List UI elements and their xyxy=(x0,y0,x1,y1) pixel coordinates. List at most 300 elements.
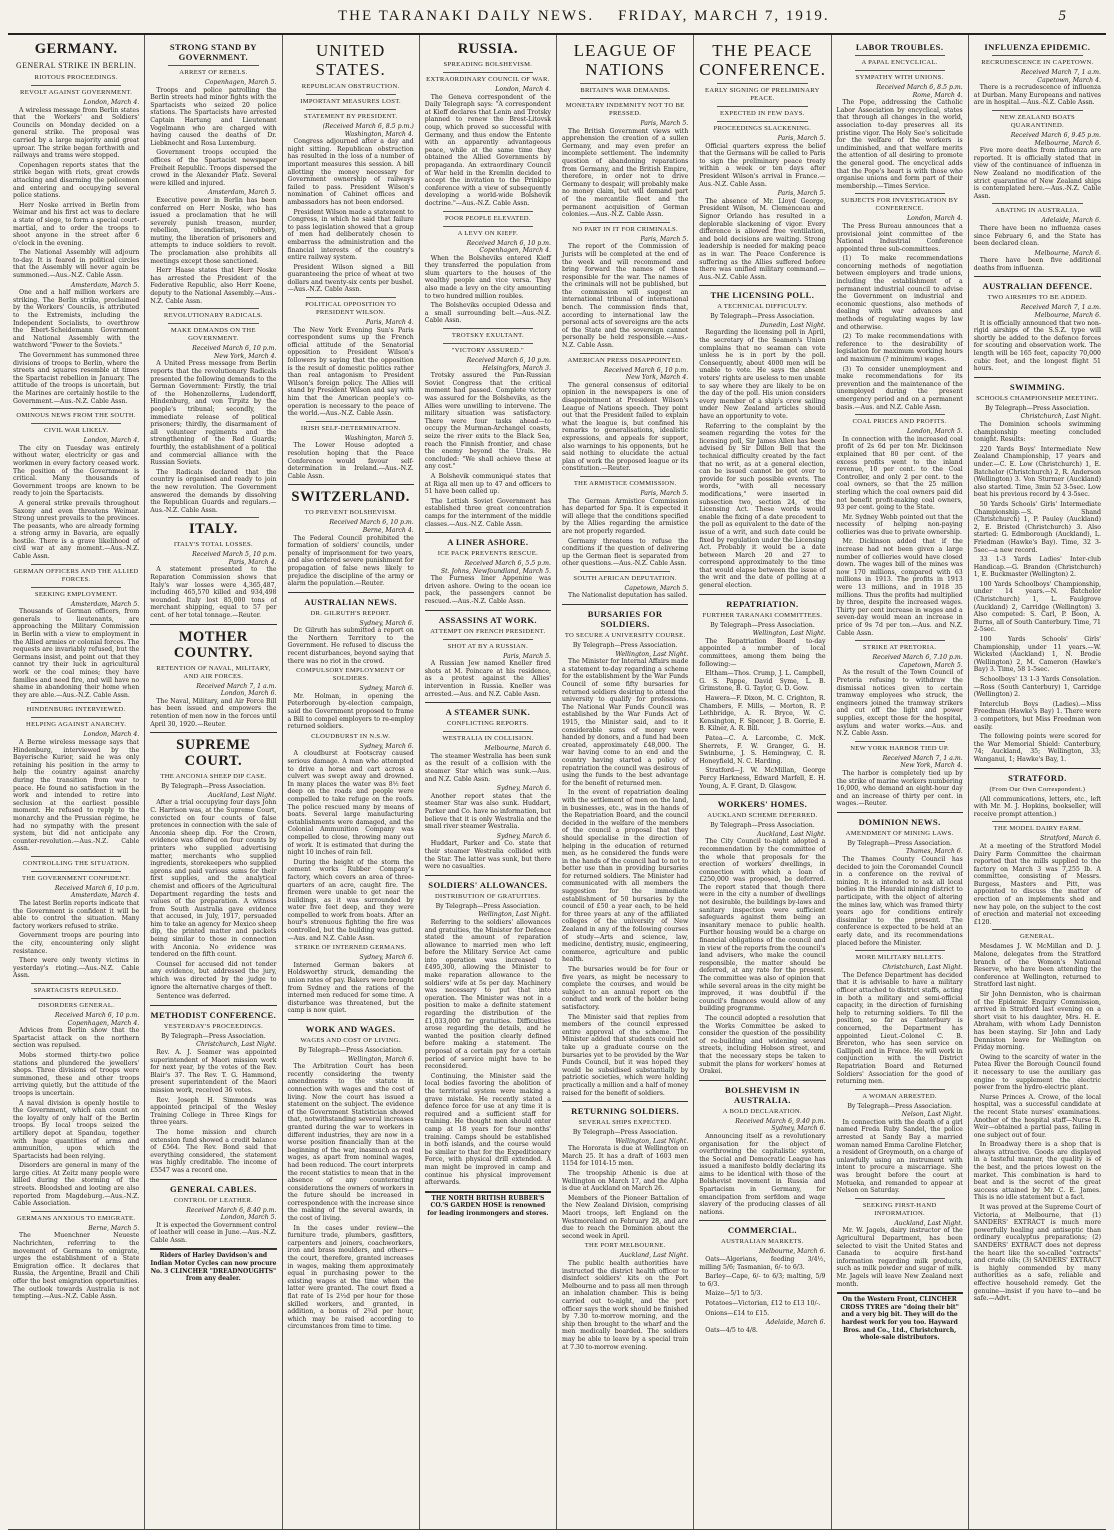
article-paragraph: Patea—C. A. Larcombe, C. McK. Sherrets, F. W. Granger, G. H. Swinburne, J. S. Hemingway, C. R. Honeyfield, N. C. Harding. xyxy=(699,734,826,765)
article-paragraph: The absence of Mr. Lloyd George, President Wilson, M. Clemenceau and Signor Orlando has resulted in a deplorable slackening of vigor. Every difference is allowed free ventilation, and bold decisions are waiting. Strong leadership is needed for making peace as in war. The Peace Conference is suffering as the Allies suffered before there was unified military command.—Aus.-N.Z. Cable Assn. xyxy=(699,197,826,281)
dateline: London, March 4. xyxy=(907,215,963,223)
article-paragraph: The general consensus of editorial opinion in the newspapers is one of disappointment at President Wilson's League of Nations speech. They point out that the President failed to explain what the league is, but confined his remarks to generalisations, idealistic expressions, and appeals for support, also warnings to his opponents, but he said nothing to elucidate the actual plan of work the proposed league or its constitution.—Reuter. xyxy=(562,381,689,473)
sub-headline: CLOUDBURST IN N.S.W. xyxy=(311,732,391,740)
divider xyxy=(837,812,963,813)
article-paragraph: The City Council to-night adopted a recommendation by the committee of the whole that proposals for the erection of workers' dwellings, in connection with which a loan of £250,000 was proposed, be deferred. The report stated that though there were in the city a number of dwellings not desirable, the buildings by-laws and sanitary inspection were sufficient safeguards against them being an insanitary menace to public health. Further housing would be a charge on financial obligations of the council and in view of the reports from the council's land advisers, who make the council responsible, the matter should be deferred, at any rate for the present. The committee was also of opinion that while several areas in the city might be improved, it was doubtful if the council's finances would allow of any building programme. xyxy=(699,838,826,1013)
divider xyxy=(150,624,276,625)
article-paragraph: Trotsky assured the Pan-Russian Soviet Congress that the critical moment had passed. Complete victory was assured for the Bolsheviks, as the Allies were unwilling to intervene. The military situation was satisfactory. There were four tasks ahead—to occupy the Murman-Archangel coasts, seize the river exits to the Black Sea, reach the Finnish frontier, and chase the enemy beyond the Urals. He concluded: "We shall achieve these at any cost." xyxy=(424,372,551,471)
divider xyxy=(443,211,533,212)
dateline: Sydney, March 6. xyxy=(359,619,414,627)
article-paragraph: Disorders are general in many of the large cities. At Zeitz many people were killed during the storming of the streets. Bloodshed and looting are also reported from Magdeburg.—Aus.-N.Z. Cable Association. xyxy=(13,1162,140,1208)
divider xyxy=(855,414,945,415)
news-column-8 xyxy=(969,35,1106,1529)
article-paragraph: The Radicals declared that the country is organised and ready to join the new revolution. The Government answered the demands by dissolving the Republican Guards and regulars.—Aus.-N.Z. Cable Assn. xyxy=(150,468,277,514)
article-paragraph: It is expected the Government control of leather will cease in June.—Aus.-N.Z. Cable Assn. xyxy=(150,1221,277,1244)
article-paragraph: The bursaries would be for four or five years, as might be necessary to complete the courses, and would be subject to an annual report on the conduct and work of the holder being satisfactory. xyxy=(562,966,689,1011)
sub-headline: AMERICAN PRESS DISAPPOINTED. xyxy=(567,356,683,364)
article-headline: SOLDIERS' ALLOWANCES. xyxy=(428,879,548,890)
agency-credit: By Telegraph—Press Association. xyxy=(161,1032,266,1040)
agency-credit: By Telegraph—Press Association. xyxy=(847,839,952,847)
agency-credit: By Telegraph—Press Association. xyxy=(710,313,815,321)
dateline: Rome, March 4. xyxy=(912,91,963,99)
dateline: Received March 5, 10 p.m. xyxy=(192,551,277,559)
sub-headline: CIVIL WAR LIKELY. xyxy=(44,427,109,435)
sub-headline: AMENDMENT OF MINING LAWS. xyxy=(845,829,954,837)
divider xyxy=(855,950,945,951)
article-paragraph: A cloudburst at Footscray caused serious damage. A man who attempted to drive a horse and cart across a culvert was swept away and drowned. In many places the water was 8½ feet deep on the roads and people were compelled to take refuge on the roofs. The police rescued many by means of boats. Several large manufacturing establishments were damaged, and the Colonial Ammunition Company was compelled to close, throwing many out of work. It is estimated that during the night 10 inches of rain fell. xyxy=(287,750,414,857)
article-paragraph: Referring to the complaint by the seamen regarding the votes for the licensing poll, Sir James Allen has been advised by Sir Dillon Bell that the technical difficulty created by the fact that no writ, as at a general election, can be issued cannot be got over to provide for such possible events. The words, "with all necessary modifications," were inserted in subsection two, section 24, of the Licensing Act. These words would enable the fixing of a date precedent to the poll as equivalent to the date of the issue of a writ, and such date could be fixed by regulation under the Licensing Act. Probably it would be a date between March 20 and 27 to correspond approximately to the time that would elapse between the issue of the writ and the date of polling at a general election. xyxy=(699,422,826,590)
divider xyxy=(580,571,670,572)
sub-headline: SHOT AT BY A RUSSIAN. xyxy=(447,642,529,650)
dateline: Paris, March 5. xyxy=(640,489,689,497)
divider xyxy=(992,203,1083,204)
article-paragraph: Herr Haase states that Herr Noske has arrested the President of the Federative Republic, also Herr Koene, deputy to the National Assembly.—Aus.-N.Z. Cable Assn. xyxy=(150,267,277,305)
divider xyxy=(443,343,533,344)
dateline: Auckland, Last Night. xyxy=(757,830,826,838)
dateline: Paris, March 5. xyxy=(503,652,551,660)
page-number: 5 xyxy=(1058,8,1066,24)
sub-headline: STRIKE AT PRETORIA. xyxy=(862,644,937,652)
article-paragraph: Interned German bakers at Holdsworthy struck, demanding the union rates of pay. Bakers were brought from Sydney and the rations of the interned men reduced for some time. A disturbance was threatened, but the camp is now quiet. xyxy=(287,961,414,1015)
dateline: Sydney, March 6. xyxy=(771,1125,826,1133)
dateline: Christchurch, Last Night. xyxy=(1020,413,1101,421)
divider xyxy=(974,276,1101,277)
sub-headline: EXPECTED IN FEW DAYS. xyxy=(720,110,805,117)
article-paragraph: (All communications, letters, etc., left with Mr. M. J. Hopkins, bookseller, will receive prompt attention.) xyxy=(973,795,1101,818)
agency-credit: By Telegraph—Press Association. xyxy=(847,1102,952,1110)
article-paragraph: Potatoes—Victorian, £12 to £13 10/-. xyxy=(705,1300,821,1307)
article-paragraph: (3) To consider unemployment and make recommendations for its prevention and the maintenance of the unemployed during the present emergency period and on a permanent basis.—Aus. and N.Z. Cable Assn. xyxy=(836,365,963,411)
article-paragraph: The National Assembly will adjourn to-day. It is feared in political circles that the Assembly will never again be summoned.—Aus.-N.Z. Cable Assn. xyxy=(13,249,140,280)
article-paragraph: In the event of repatriation dealing with the settlement of men on the land, in businesses, etc., was in the hands of the Repatriation Board, and the council decided in the welfare of the members of the council a proposal that they should specialise in the direction of helping in the education of returned men, as he considered the funds were in the hands of the council had to not to better use than in providing bursaries for returned soldiers. The Minister had communicated with all members the suggestion for the immediate establishment of 50 bursaries by the council of £50 a year each, to be held for three years at any of the affiliated colleges of the university of New Zealand in any of the following courses of study—Arts and science, law, medicine, dentistry, music, engineering, commerce, agriculture and public health. xyxy=(562,789,689,964)
dateline: Received March 6, 10 p.m. xyxy=(603,366,689,374)
article-headline: WORK AND WAGES. xyxy=(305,1024,396,1034)
agency-credit: By Telegraph—Press Association. xyxy=(298,1047,403,1054)
dateline: Paris, March 4. xyxy=(228,558,277,566)
dateline: London, March 5. xyxy=(220,1214,277,1222)
article-paragraph: 220 Yards Boys' Intermediate New Zealand Championship, 17 years and under.—C. E. Low (Christchurch) 1, E. Batchelor (Christchurch) 2, R. Anderson (Wellington) 3. Von Sturmer (Auckland) also started. Time, 3min 52 3-5sec. Low beat his previous record by 4 3-5sec. xyxy=(973,445,1101,499)
article-paragraph: A naval division is openly hostile to the Government, which can count on the loyalty of only half of the Berlin troops. By local troops seized the artillery depot at Spandau, together with huge quantities of arms and ammunition, upon which the Spartacists had been relying. xyxy=(13,1099,140,1160)
article-paragraph: The steamer Westralia has been sunk as the result of a collision with the steamer Star which was sunk.—Aus. and N.Z. Cable Assn. xyxy=(424,752,551,783)
article-paragraph: A general strike prevails throughout Saxony and even threatens Weimar. Strong unrest prevails to the provinces. The peasants, who are already forming a strong army in Bavaria, are equally hostile. There is a grave likelihood of civil war at any moment.—Aus.-N.Z. Cable Assn. xyxy=(13,499,140,561)
dateline: Received March 6, 8.40 p.m. xyxy=(186,1206,277,1214)
article-paragraph: A Bolshevik communiqué states that at Riga all men up to 47 and officers to 51 have been called up. xyxy=(424,472,551,496)
article-headline: INFLUENZA EPIDEMIC. xyxy=(984,42,1091,52)
article-headline: STRATFORD. xyxy=(1008,772,1067,783)
news-column-7 xyxy=(832,35,969,1529)
dateline: Melbourne, March 6. xyxy=(1034,249,1101,257)
article-paragraph: Oats—4/5 to 4/8. xyxy=(705,1326,758,1334)
sub-headline: SUBJECTS FOR INVESTIGATION BY CONFERENCE. xyxy=(840,197,959,213)
sub-headline: SEEKING EMPLOYMENT. xyxy=(34,590,118,598)
article-paragraph: After a trial occupying four days John C. Harrison was, at the Supreme Court, convicted on four counts of false pretences in connection with the sale of Anconia sheep dip. For the Crown, evidence was offered on four counts by printers who supplied advertising matter, merchants who supplied ingredients, storekeepers who supplied aprons and paid various sums for their first supplies, and the analytical chemist and officers of the Agricultural Department regarding the tests and values of the preparation. A witness from South Australia gave evidence that accused, in July, 1917, persuaded him to take an agency for Mexico sheep dip, the printed matter and packets being similar to those in connection with Anconia. No evidence was tendered on the fifth count. xyxy=(150,799,277,959)
divider xyxy=(306,297,396,298)
article-paragraph: Copenhagen reports states that the strike began with riots, great crowds attacking and disarming the policemen and entering and occupying several police stations. xyxy=(13,161,140,200)
article-paragraph: In the cases under review—the furniture trade, plumbers, gasfitters, carpenters and joiners, coachworkers, iron and brass moulders, and others—the court, therefore, granted increases in wages, making them approximately equal in purchasing power to the existing wages at the time when the latter were granted. The court fixed a flat rate of 1s 2½d per hour for those skilled workers, and granted, in addition, a bonus of 2¾d per hour, which may be raised according to circumstances from time to time. xyxy=(287,1224,414,1331)
divider xyxy=(168,65,258,66)
issue-date: FRIDAY, MARCH 7, 1919. xyxy=(618,8,830,24)
article-paragraph: Maize—5/1 to 5/3. xyxy=(705,1290,763,1298)
sub-headline: OMINOUS NEWS FROM THE SOUTH. xyxy=(16,412,136,420)
article-paragraph: Troops and police patrolling the Berlin streets had minor fights with the Spartacists who seized 20 police stations. The Spartacists have arrested Captain Hartung and Lieutenant Vogelmann who are charged with having caused the deaths of Dr. Liebknecht and Rosa Luxemburg. xyxy=(150,86,277,147)
dateline: Received March 6, 7.10 p.m. xyxy=(872,654,963,662)
article-paragraph: The Lettish Soviet Government has established three great concentration camps for the internment of the middle classes.—Aus.-N.Z. Cable Assn. xyxy=(424,497,551,528)
divider xyxy=(855,741,945,742)
sub-headline: BRITAIN'S WAR DEMANDS. xyxy=(580,87,670,94)
sub-headline: EARLY SIGNING OF PRELIMINARY PEACE. xyxy=(705,87,820,102)
sub-headline: COAL PRICES AND PROFITS. xyxy=(852,418,947,426)
sub-headline: WAGES AND COST OF LIVING. xyxy=(300,1037,401,1044)
sub-headline: RECRUDESCENCE IN CAPETOWN. xyxy=(981,59,1094,66)
sub-headline: YESTERDAY'S PROCEEDINGS. xyxy=(163,1022,264,1030)
article-headline: SWIMMING. xyxy=(1009,381,1065,392)
article-paragraph: Mr. Holman, in opening the Peterborough by-election campaign, said the Government proposed to frame a Bill to compel employers to re-employ returned soldiers. xyxy=(287,692,414,731)
section-heading: GERMANY. xyxy=(34,41,118,57)
article-paragraph: The New York Evening Sun's Paris correspondent sums up the French official attitude of the Senatorial opposition to President Wilson's followers by saying that the opposition is the result of domestic politics rather than real antagonism to President Wilson's foreign policy. The Allies will stand by President Wilson and say with him that the American people's co-operation is necessary to the peace of the world.—Aus.-N.Z. Cable Assn. xyxy=(287,326,414,418)
divider xyxy=(855,640,945,641)
sub-headline: POLITICAL OPPOSITION TO PRESIDENT WILSON. xyxy=(305,301,397,317)
divider xyxy=(580,83,670,84)
article-paragraph: Sentence was deferred. xyxy=(156,993,231,1001)
article-paragraph: The German Armistice Commission has departed for Spa. It is expected it will allege that the conditions specified by the Allies regarding the armistice are not properly regarded. xyxy=(562,497,689,535)
article-headline: STRONG STAND BY GOVERNMENT. xyxy=(169,42,257,62)
divider xyxy=(717,106,807,107)
divider xyxy=(31,871,121,872)
agency-credit: By Telegraph—Press Association. xyxy=(572,642,678,650)
news-column-6 xyxy=(694,35,831,1529)
divider xyxy=(717,121,807,122)
article-paragraph: Advices from Berlin show that the Spartacist attack on the northern section was repulsed. xyxy=(13,1027,140,1050)
article-paragraph: Herr Noske arrived in Berlin from Weimar and his first act was to declare a state of siege, to form a special court-martial, and to order the troops to shoot anyone in the street after 6 o'clock in the evening. xyxy=(13,201,140,247)
divider xyxy=(31,564,121,565)
divider xyxy=(443,226,533,227)
sub-headline: CONTROL OF LEATHER. xyxy=(173,1196,254,1204)
sub-headline: SEEKING FIRST-HAND INFORMATION. xyxy=(862,1201,937,1217)
article-paragraph: Owing to the scarcity of water in the Patea River the Borough Council found it necessary to use the auxiliary gas engine to supplement the electric power from the hydro-electric plant. xyxy=(973,1053,1101,1092)
divider xyxy=(855,55,945,56)
divider xyxy=(31,408,121,409)
divider xyxy=(306,421,396,422)
dateline: (Received March 6, 8.5 p.m.) xyxy=(322,123,414,130)
sub-headline: TROTSKY EXULTANT. xyxy=(451,332,524,340)
advertisement: THE NORTH BRITISH RUBBER'S CO.'S GARDEN HOSE is renowned for leading ironmongers and stores. xyxy=(425,1191,551,1218)
article-paragraph: (2) To make recommendations with reference to the desirability of legislation for maximum working hours and maximum (? minimum) wages. xyxy=(836,333,963,363)
section-heading: ITALY. xyxy=(188,521,238,538)
news-column-5 xyxy=(557,35,694,1529)
dateline: Received March 6, 10 p.m. xyxy=(54,884,140,892)
divider xyxy=(992,929,1083,930)
article-paragraph: Executive power in Berlin has been conferred on Herr Noske, who has issued a proclamation that he will severely punish treason, murder, rebellion, incendiarism, robbery, mutiny, the liberation of prisoners and attempts to induce soldiers to revolt. The proclamation also prohibits all meetings except those sanctioned. xyxy=(150,196,277,265)
sub-headline: IRISH SELF-DETERMINATION. xyxy=(300,424,401,432)
article-paragraph: Sir John Denniston, who is chairman of the Epidemic Enquiry Commission, arrived in Stratford last evening on a short visit to his daughter, Mrs. H. E. Abraham, with whom Lady Denniston has been staying. Sir John and Lady Denniston leave for Wellington on Friday morning. xyxy=(973,991,1101,1052)
article-paragraph: There is a recrudescence of influenza at Durban. Many Europeans and natives are in hospital.—Aus.-N.Z. Cable Assn. xyxy=(973,84,1101,107)
article-paragraph: Mobs stormed thirty-two police stations and plundered the jewellers' shops. Three divisions of troops were summoned, these and other troops arriving quietly, but the attitude of the troops is uncertain. xyxy=(13,1051,140,1097)
article-paragraph: The Press Bureau announces that a provisional joint committee of the National Industrial Conference appointed three sub-committees. xyxy=(836,222,963,253)
dateline: Capetown, March 5. xyxy=(624,584,689,592)
dateline: London, March 5. xyxy=(907,428,963,436)
dateline: Berne, March 5. xyxy=(88,1224,140,1232)
article-paragraph: Schoolboys' 13 1-3 Yards Consolation.—Ross (South Canterbury) 1, Carridge (Wellington) 2. xyxy=(973,676,1101,699)
sub-headline: A WOMAN ARRESTED. xyxy=(862,1092,937,1100)
agency-credit: By Telegraph—Press Association. xyxy=(572,1129,678,1137)
article-paragraph: Five more deaths from influenza are reported. It is officially stated that in view of the continuance of influenza in New Zealand no modification of the strict quarantine of New Zealand ships is contemplated here.—Aus.-N.Z. Cable Assn. xyxy=(973,147,1101,200)
article-paragraph: Regarding the licensing poll in April, the secretary of the Seamen's Union complains that no seaman can vote unless he is in port by the poll. Consequently, about 4000 men will be unable to vote. He says the absent voters' rights are useless to men unable to say where they are likely to be on the day of the poll. His union considers every member of a ship's crew sailing under New Zealand articles should have an opportunity to vote. xyxy=(699,329,826,420)
dateline: Auckland, Last Night. xyxy=(894,1219,963,1227)
sub-headline: DR. GILRUTH'S REPORT. xyxy=(310,609,391,617)
sub-headline: THE ANCONIA SHEEP DIP CASE. xyxy=(160,773,267,781)
dateline: Received March 6, 5.5 p.m. xyxy=(464,560,551,568)
article-paragraph: Mr. Sydney Webb pointed out that the necessity of helping non-paying collieries was due to private ownership. xyxy=(836,513,963,536)
section-heading: SWITZERLAND. xyxy=(291,489,410,506)
sub-headline: GERMANS ANXIOUS TO EMIGRATE. xyxy=(16,1214,136,1222)
sub-headline: NEW YORK HARBOR TIED UP. xyxy=(850,744,950,752)
sub-headline: DISTRIBUTION OF GRATUITIES. xyxy=(435,892,541,900)
sub-headline: FURTHER TARANAKI COMMITTEES. xyxy=(702,611,823,619)
sub-headline: ITALY'S TOTAL LOSSES. xyxy=(173,541,253,549)
divider xyxy=(168,308,258,309)
article-paragraph: The Bolsheviks occupied Odessa and a small surrounding belt.—Aus.-N.Z. Cable Assn. xyxy=(424,302,551,325)
agency-credit: By Telegraph—Press Association. xyxy=(985,404,1090,412)
article-paragraph: The home mission and church extension fund showed a credit balance of £564. The Rev. Bond said that everything considered, the statement was highly creditable. The income of £5547 was a record one. xyxy=(150,1128,277,1174)
article-paragraph: The Geneva correspondent of the Daily Telegraph says: "A correspondent at Kieff declares that Lenin and Trotsky planned to renew the Brest-Litovsk coup, which proved so successful with Germany, and thus endow the Entente with an apparently advantageous peace, while at the same time they obtained the Allied Governments by propaganda. An extraordinary Council of War held in the Kremlin decided to accept the invitation to the Prinkipo conference with a view of subsequently developing a world-wide Bolshevik doctrine."—Aus.-N.Z. Cable Assn. xyxy=(424,93,551,207)
article-paragraph: Members of the Pioneer Battalion of the New Zealand Division, comprising Maori troops, left England on the Westmoreland on February 28, and are due to reach the Dominion about the second week in April. xyxy=(562,1194,689,1240)
dateline: Received March 6, 9.45 p.m. xyxy=(1010,131,1101,139)
sub-headline: CONFLICTING REPORTS. xyxy=(446,720,529,728)
dateline: Capetown, March 4. xyxy=(1037,76,1101,84)
dateline: Sydney, March 6. xyxy=(496,785,551,793)
article-paragraph: The Muenchner Neueste Nachrichten, referring to the movement of Germans to emigrate, urges the establishment of a State Emigration office. It declares that Russia, the Argentine, Brazil and Chili offer the best emigration opportunities. The outlook towards Australia is not tempting.—Aus.-N.Z. Cable Assn. xyxy=(13,1232,140,1301)
article-paragraph: The Hororata is due at Wellington on March 25. It has a draft of 1603 men 1154 for 1014-15 men. xyxy=(562,1145,689,1168)
divider xyxy=(699,794,825,795)
article-paragraph: The Thames County Council has decided to join the Coromandel Council in a conference on the revival of mining. It is intended to ask all local bodies in the Hauraki mining district to participate, with the object of altering the mines law, which was framed thirty years ago for conditions entirely dissimilar to the present. The conference is expected to be held at an early date, and its recommendations placed before the Minister. xyxy=(836,856,963,947)
sub-headline: SOUTH AFRICAN DEPUTATION. xyxy=(573,574,677,582)
dateline: Received March 6, 10 p.m. xyxy=(192,345,277,353)
article-paragraph: A Russian Jew named Kneller fired shots at M. Poincare at his residence, as a protest against the Allies' intervention in Russia. Kneller was arrested.—Aus. and N.Z. Cable Assn. xyxy=(424,660,551,698)
dateline: Adelaide, March 6. xyxy=(765,1319,826,1327)
sub-headline: DISORDERS GENERAL. xyxy=(38,1002,115,1009)
sub-headline: THE PORT MELBOURNE. xyxy=(584,1242,666,1250)
agency-credit: By Telegraph—Press Association. xyxy=(710,621,815,629)
article-paragraph: The Naval, Military, and Air Force Bill has been issued and empowers the retention of men now in the forces until April 30, 1920.—Reuter. xyxy=(150,697,277,728)
article-paragraph: The British Government views with apprehension the creation of a sullen Germany, and may even prefer an incomplete settlement. The indemnity question of abandoning reparations from Germany, and the British Empire, therefore, in order not to drive Germany to despair, will probably make no money claim, but will demand part of the mercantile fleet and the permanent acquisition of German colonies.—Aus.-N.Z. Cable Assn. xyxy=(562,127,689,219)
article-headline: COMMERCIAL. xyxy=(727,1225,797,1236)
article-paragraph: Barley—Cape, 6/- to 6/3; malting, 5/9 to 6/3. xyxy=(699,1273,826,1288)
article-paragraph: In connection with the death of a girl named Freda Ruby Sandel, the police arrested at Sandy Bay a married woman named Emma Caroline Fletcher, a resident of Greymouth, on a charge of unlawfully using an instrument with intent to procure a miscarriage. She was brought before the court at Motueka, and remanded to appear at Nelson on Saturday. xyxy=(836,1118,963,1195)
section-heading: LEAGUE OF NATIONS xyxy=(573,41,677,79)
dateline: Received March 7, 1 a.m. xyxy=(1020,69,1101,76)
advertisement: Riders of Harley Davidson's and Indian Motor Cycles can now procure No. 3 CLINCHER "DREADNOUGHTS" from any dealer. xyxy=(150,1248,276,1282)
column-grid xyxy=(8,35,1106,1530)
article-paragraph: Dr. Gilruth has submitted a report on the Northern Territory to the Government. He refused to discuss the recent disturbances, beyond saying that there was no riot in the crowd. xyxy=(287,627,414,665)
divider xyxy=(443,72,533,73)
article-headline: BURSARIES FOR SOLDIERS. xyxy=(587,609,663,630)
article-paragraph: In connection with the increased coal profit of 2s 6d per ton Mr. Dickinson explained that 80 per cent. of the excess profits went to the inland revenue, 10 per cent. to the Coal Controller, and only 2 per cent. to the coal owners, so that the 25 million sterling which the coal owners paid did not benefit profit-making coal owners, 93 per cent. going to the State. xyxy=(836,435,963,512)
article-paragraph: A statement presented to the Reparation Commission shows that Italy's war losses were 4,365,487, including 465,570 killed and 934,498 wounded. Italy lost 85,000 tons of merchant shipping, equal to 57 per cent. of her total tonnage.—Reuter. xyxy=(150,566,277,620)
dateline: Paris, March 5. xyxy=(640,235,689,243)
sub-headline: COMPULSORY EMPLOYMENT OF SOLDIERS. xyxy=(296,667,406,683)
dateline: London, March 4. xyxy=(495,86,551,93)
divider xyxy=(288,592,414,593)
dateline: Washington, March 5. xyxy=(344,434,414,442)
sub-headline: STATEMENT BY PRESIDENT. xyxy=(303,113,398,120)
article-paragraph: There were only twenty victims in yesterday's rioting.—Aus.-N.Z. Cable Assn. xyxy=(13,957,140,980)
sub-headline: SPREADING BOLSHEVISM. xyxy=(443,61,533,68)
news-column-1 xyxy=(8,35,145,1529)
dateline: Thames, March 6. xyxy=(906,848,963,856)
news-column-3 xyxy=(283,35,420,1529)
dateline: Helsingfors, March 3. xyxy=(482,364,551,372)
dateline: New York, March 4. xyxy=(625,374,689,382)
dateline: Amsterdam, March 4. xyxy=(70,892,140,900)
dateline: Paris, March 5. xyxy=(777,190,826,198)
sub-headline: A LEVY ON KIEFF. xyxy=(457,229,519,237)
dateline: New York, March 4. xyxy=(213,352,277,360)
sub-headline: ARREST OF REBELS. xyxy=(179,69,248,76)
article-headline: WORKERS' HOMES. xyxy=(717,799,808,810)
divider xyxy=(855,70,945,71)
article-paragraph: The Repatriation Board to-day appointed a number of local committees, among them being the following:— xyxy=(699,637,826,668)
divider xyxy=(31,856,121,857)
article-paragraph: The Federal Council prohibited the formation of soldiers' councils, under penalty of imprisonment for two years, and also ordered severe punishment for propagation of false news likely to prejudice the discipline of the army or alarm the population.—Reuter. xyxy=(287,534,414,588)
article-paragraph: Eltham—Thos. Crump, J. L. Campbell, G. S. Pappe, David Syme, L. B. Grimstone, B. G. Taylor, G. D. Gow. xyxy=(699,670,826,693)
article-headline: METHODIST CONFERENCE. xyxy=(150,1009,277,1020)
divider xyxy=(992,110,1083,111)
article-paragraph: 50 Yards Schools' Girls' Intermediate Championship.—S. Shand (Christchurch) 1, P. Pauley (Auckland) 2, E. Bristed (Christchurch) 3. Also started: G. Edmborough (Auckland), L. Friedman (Hawke's Bay). Time, 32 3-5sec—a new record. xyxy=(973,500,1101,554)
article-headline: A LINER ASHORE. xyxy=(447,537,529,548)
sub-headline: ICE PACK PREVENTS RESCUE. xyxy=(437,550,539,558)
article-paragraph: There have been no influenza cases since February 6, and the State has been declared clean. xyxy=(973,224,1101,248)
article-paragraph: Announcing itself as a revolutionary organisation for the object of overthrowing the capitalistic system, the Social and Democratic League has issued a manifesto boldly declaring its aims to be identical with those of the Bolshevist movement in Russia and Spartacism in Germany, for emancipation from serfdom and wage slavery of the producing classes of all nations. xyxy=(699,1132,826,1216)
sub-headline: MONETARY INDEMNITY NOT TO BE PRESSED. xyxy=(565,102,685,117)
dateline: Melbourne, March 6. xyxy=(1034,312,1101,320)
article-headline: AUSTRALIAN DEFENCE. xyxy=(982,281,1093,292)
article-paragraph: The Arbitration Court has been recently considering the twenty amendments to the statute in connection with wages and the cost of living. Now the court has issued a statement on the subject. The evidence of the Government Statistician showed that, notwithstanding several increases granted during the war to workers in different industries, they are now in a worse position financially than at the beginning of the war, inasmuch as real wages, as apart from nominal wages, had been reduced. The court interprets the recent statistics to mean that in the absence of any counteracting considerations the owners of workers in the future should be increased in correspondence with the increase since the making of the several awards, in the cost of living. xyxy=(287,1063,414,1223)
article-paragraph: Government troops are pouring into the city, encountering only slight resistance. xyxy=(13,932,140,955)
divider xyxy=(31,983,121,984)
divider xyxy=(443,328,533,329)
article-paragraph: Mesdames J. W. McMillan and D. J. Malone, delegates from the Stratford branch of the Women's National Reserve, who have been attending the conference at Wellington, returned to Stratford last night. xyxy=(973,943,1101,989)
dateline: Received March 6, 8.5 p.m. xyxy=(876,84,963,91)
sub-headline: CONTROLLING THE SITUATION. xyxy=(22,859,130,867)
divider xyxy=(855,1198,945,1199)
article-paragraph: Oats—Algerians, feeding 3/4½, milling 5/6; Tasmanian, 6/- to 6/3. xyxy=(699,1256,826,1271)
divider xyxy=(150,1179,276,1180)
divider xyxy=(974,768,1101,769)
dateline: Melbourne, March 6. xyxy=(484,745,551,753)
divider xyxy=(31,998,121,999)
dateline: Wellington, Last Night. xyxy=(615,1137,689,1145)
article-headline: LABOR TROUBLES. xyxy=(855,42,944,52)
divider xyxy=(31,717,121,718)
agency-credit: By Telegraph—Press Association. xyxy=(435,902,541,910)
sub-headline: REVOLUTIONARY RADICALS. xyxy=(163,312,263,320)
dateline: St. Johns, Newfoundland, March 5. xyxy=(440,567,551,575)
article-paragraph: President Wilson signed a Bill guaranteeing the price of wheat at two dollars and twenty-six cents per bushel.—Aus.-N.Z. Cable Assn. xyxy=(287,263,414,294)
sub-headline: A BOLD DECLARATION. xyxy=(722,1107,802,1115)
section-heading: RUSSIA. xyxy=(457,41,519,57)
sub-headline: HELPING AGAINST ANARCHY. xyxy=(26,721,127,729)
divider xyxy=(855,1089,945,1090)
divider xyxy=(168,517,258,518)
masthead xyxy=(8,6,1106,35)
dateline: Washington, March 4. xyxy=(344,130,414,138)
dateline: New York, March 4. xyxy=(900,762,963,770)
article-headline: ASSASSINS AT WORK. xyxy=(438,614,537,625)
sub-headline: (From Our Own Correspondent.) xyxy=(989,785,1086,793)
dateline: Auckland, Last Night. xyxy=(208,791,277,799)
dateline: Received March 7, 1 a.m. xyxy=(882,754,963,762)
sub-headline: AUCKLAND SCHEME DEFERRED. xyxy=(707,812,818,820)
sub-headline: TO PREVENT BOLSHEVISM. xyxy=(304,509,397,517)
divider xyxy=(992,821,1083,822)
article-paragraph: Counsel for accused did not tender any evidence, but addressed the jury, which was directed by the judge to ignore the alternative charges of theft. xyxy=(150,960,277,991)
dateline: Berne, March 4. xyxy=(362,526,414,534)
article-paragraph: The council adopted a resolution that the Works Committee be asked to consider the question of the possibility of re-building and widening several streets, including Hobson street, and that the necessary steps be taken to submit the plans for workers' homes at Orakei. xyxy=(699,1014,826,1076)
article-paragraph: The Defence Department has decided that it is advisable to have a military officer attached to district staffs, acting in both a military and semi-official capacity, in the direction of furnishing help to returning soldiers. To fill the position, so far as Canterbury is concerned, the Department has appointed Lieut.-Colonel C. B. Brereton, who has seen service on Gallipoli and in France. He will work in conjunction with the District Repatriation Board and Returned Soldiers' Association for the good of returning men. xyxy=(836,971,963,1086)
article-paragraph: The Nationalist deputation has sailed. xyxy=(568,592,688,600)
divider xyxy=(150,732,276,733)
news-column-2 xyxy=(145,35,282,1529)
article-paragraph: As the result of the Town Council of Pretoria refusing to withdraw the dismissal notices given to certain tramway employees who struck, the engineers joined the tramway strikers and cut off the light and power supplies, except those for the hospital, asylum and water works.—Aus. and N.Z. Cable Assn. xyxy=(836,669,963,738)
divider xyxy=(31,702,121,703)
advertisement: On the Western Front, CLINCHER CROSS TYRES are "doing their bit" and a very big bit. They will do the hardest work for you too. Hayward Bros. and Co., Ltd., Christchurch, whole-sale distributors. xyxy=(837,1292,963,1342)
sub-headline: THE GOVERNMENT CONFIDENT. xyxy=(22,874,131,882)
divider xyxy=(31,85,121,86)
sub-headline: WESTRALIA IN COLLISION. xyxy=(442,735,534,743)
sub-headline: SPARTACISTS REPULSED. xyxy=(33,987,119,994)
divider xyxy=(288,1019,414,1020)
dateline: London, March 4. xyxy=(83,99,140,106)
dateline: Amsterdam, March 5. xyxy=(70,281,140,289)
dateline: Sydney, March 6. xyxy=(359,742,414,750)
divider xyxy=(562,604,688,605)
sub-headline: SCHOOLS CHAMPIONSHIP MEETING. xyxy=(976,394,1099,402)
news-column-4 xyxy=(420,35,557,1529)
sub-headline: ATTEMPT ON FRENCH PRESIDENT. xyxy=(430,627,546,635)
dateline: Received March 6, 9.40 p.m. xyxy=(735,1117,826,1125)
divider xyxy=(168,323,258,324)
sub-headline: ABATING IN AUSTRALIA. xyxy=(995,207,1080,215)
sub-headline: SYMPATHY WITH UNIONS. xyxy=(855,74,944,81)
dateline: Wellington, Last Night. xyxy=(752,630,826,638)
divider xyxy=(580,222,670,223)
article-paragraph: The city on Tuesday was entirely without water, electricity or gas and workmen in every factory ceased work. The position of the Government is critical. Many thousands of Government troops are known to be ready to join the Spartacists. xyxy=(13,444,140,498)
article-paragraph: Another report states that the steamer Star was also sunk. Huddart, Parker and Co. have no information, but believe that it is only Westralia and the small river steamer Westralia. xyxy=(424,792,552,831)
divider xyxy=(992,55,1083,56)
article-paragraph: The Lower House adopted a resolution hoping that the Peace Conference would favour self-determination in Ireland.—Aus.-N.Z. Cable Assn. xyxy=(287,442,414,480)
article-headline: GENERAL STRIKE IN BERLIN. xyxy=(15,61,137,70)
article-headline: RETURNING SOLDIERS. xyxy=(571,1106,680,1117)
divider xyxy=(306,94,396,95)
dateline: Wellington, Last Night. xyxy=(478,911,551,919)
dateline: Sydney, March 6. xyxy=(359,954,414,962)
article-paragraph: President Wilson made a statement to Congress, in which he said that failure to pass legislation showed that a group of men had deliberately chosen to embarrass the administration and the financial interests of the country's entire railway system. xyxy=(287,208,414,262)
dateline: Paris, March 5. xyxy=(640,120,689,127)
article-paragraph: Stratford—J. W. McMillan, George Percy Harkness, Edward Marfell, E. H. Young, A. F. Grant, D. Glasgow. xyxy=(699,767,826,790)
dateline: Received March 6, 10 p.m. xyxy=(466,357,551,365)
dateline: Received March 6, 10 p.m. xyxy=(466,239,551,247)
article-headline: AUSTRALIAN NEWS. xyxy=(304,596,398,607)
dateline: Capetown, March 5. xyxy=(898,661,963,669)
sub-headline: PROCEEDINGS SLACKENING. xyxy=(713,125,812,132)
dateline: Received March 6, 10 p.m. xyxy=(54,1012,140,1019)
sub-headline: IMPORTANT MEASURES LOST. xyxy=(300,98,401,105)
section-heading: SUPREME COURT. xyxy=(176,737,251,770)
sub-headline: GERMAN OFFICERS AND THE ALLIED FORCES. xyxy=(13,567,139,583)
article-paragraph: At a meeting of the Stratford Model Dairy Farm Committee the chairman reported that the mills supplied to the factory on March 3 was 7,255 lb. A committee, consisting of Messrs. Burgess, Masters and Pitt, was appointed to discuss the matter of erection of an implements shed and new hay pole, on the subject to the cost of erection and material not exceeding £120. xyxy=(973,842,1101,926)
article-paragraph: (1) To make recommendations concerning methods of negotiation between employers and trade unions, including the establishment of a permanent industrial council to advise the Government on industrial and economic questions, also methods of dealing with war advances and methods of regulating wages by law and otherwise. xyxy=(836,255,963,331)
section-heading: UNITED STATES. xyxy=(315,41,386,79)
